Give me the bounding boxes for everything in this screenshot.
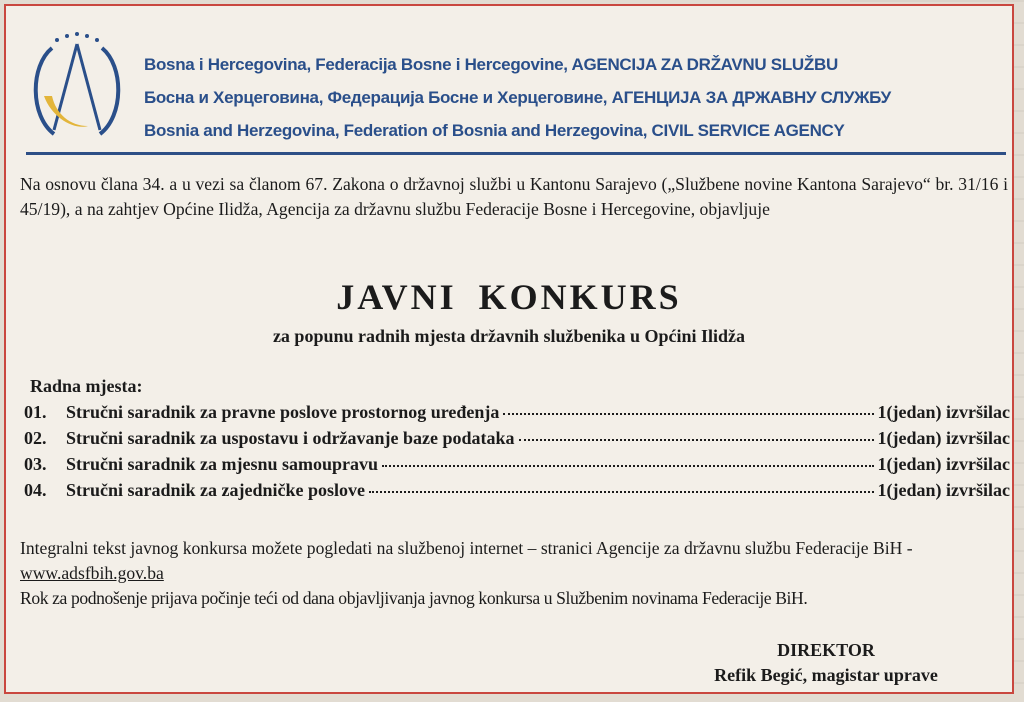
positions-heading: Radna mjesta: [30,376,143,396]
deadline-notice: Rok za podnošenje prijava počinje teći od dana objavljivanja javnog konkursa u Službenim novinama Federacije BiH. [20,588,808,608]
signatory-role: DIREKTOR [777,640,875,660]
signatory-name: Refik Begić, magistar uprave [714,665,938,685]
job-advertisement [4,4,1014,694]
position-row [24,428,1010,454]
position-number: 04. [24,480,47,500]
position-count: 1(jedan) izvršilac [877,480,1010,500]
position-count: 1(jedan) izvršilac [877,454,1010,474]
position-row [24,454,1010,480]
position-row [24,402,1010,428]
agency-name-latin: Bosna i Hercegovina, Federacija Bosne i Hercegovine, AGENCIJA ZA DRŽAVNU SLUŽBU [144,55,838,74]
leader-dots [382,464,873,467]
title-word-1: JAVNI [336,277,457,317]
position-title: Stručni saradnik za zajedničke poslove [66,480,366,500]
header-divider [26,152,1006,155]
leader-dots [369,490,874,493]
leader-dots [503,412,873,415]
full-text-notice [20,536,1010,586]
positions-list [24,402,1010,506]
signature-block [636,638,1016,688]
position-count: 1(jedan) izvršilac [877,402,1010,422]
position-number: 01. [24,402,47,422]
agency-header [16,14,1006,154]
position-row [24,480,1010,506]
announcement-subtitle: za popunu radnih mjesta državnih službenika u Općini Ilidža [272,326,746,346]
position-number: 03. [24,454,47,474]
position-title: Stručni saradnik za uspostavu i održavanje baze podataka [66,428,515,448]
agency-website-link[interactable]: www.adsfbih.gov.ba [20,563,164,583]
agency-emblem-icon [22,26,132,146]
position-number: 02. [24,428,47,448]
announcement-title [6,276,1012,318]
agency-name-lines [144,48,1014,147]
intro-paragraph: Na osnovu člana 34. a u vezi sa članom 67. Zakona o državnoj službi u Kantonu Sarajevo („Službene novine Kantona Sarajevo“ br. 31/16 i 45/19), a na zahtjev Općine Ilidža, Agencija za državnu službu Federacije Bosne i Hercegovine, objavljuje [20,174,1008,219]
position-count: 1(jedan) izvršilac [877,428,1010,448]
title-word-2: KONKURS [478,277,682,317]
position-title: Stručni saradnik za pravne poslove prostornog uređenja [66,402,500,422]
leader-dots [519,438,874,441]
agency-name-english: Bosnia and Herzegovina, Federation of Bosnia and Herzegovina, CIVIL SERVICE AGENCY [144,121,845,140]
full-text-sentence: Integralni tekst javnog konkursa možete pogledati na službenoj internet – stranici Agencije za državnu službu Federacije BiH - [20,538,913,558]
position-title: Stručni saradnik za mjesnu samoupravu [66,454,379,474]
agency-name-cyrillic: Босна и Херцеговина, Федерација Босне и Херцеговине, АГЕНЦИЈА ЗА ДРЖАВНУ СЛУЖБУ [144,88,891,107]
